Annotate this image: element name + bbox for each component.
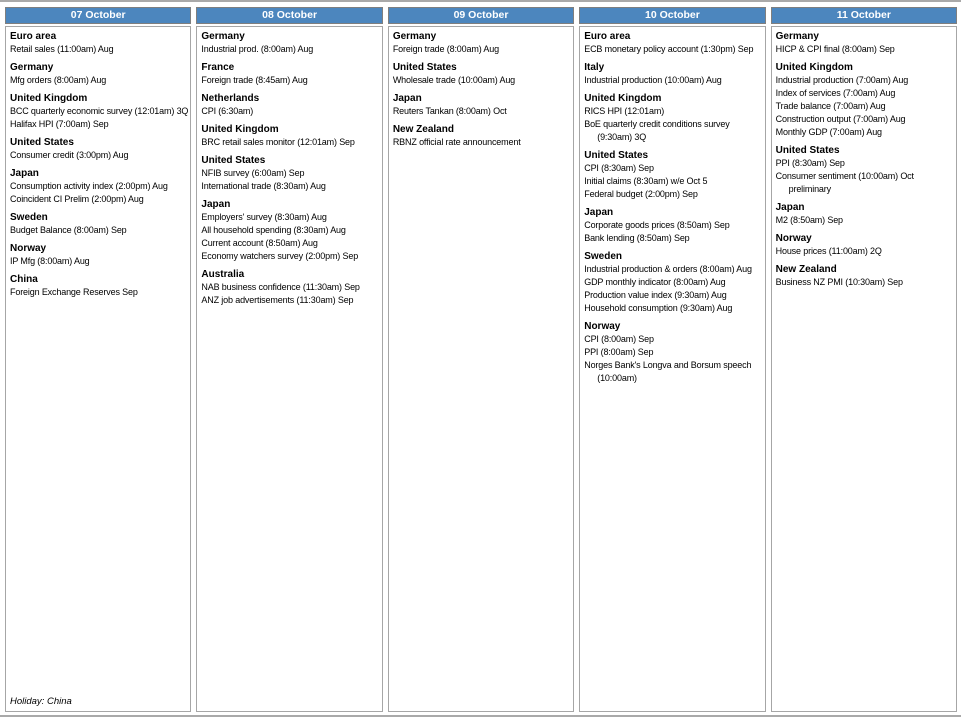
event-line: Retail sales (11:00am) Aug <box>10 44 114 54</box>
event-line: NFIB survey (6:00am) Sep <box>201 168 305 178</box>
country-entry <box>10 167 188 206</box>
event-line: Industrial production (7:00am) Aug <box>775 75 909 85</box>
country-entry <box>10 242 188 268</box>
event-line: Index of services (7:00am) Aug <box>775 88 896 98</box>
event-line: Corporate goods prices (8:50am) Sep <box>584 220 730 230</box>
day-column <box>579 7 765 712</box>
event-line: Coincident CI Prelim (2:00pm) Aug <box>10 194 144 204</box>
country-name: New Zealand <box>775 264 837 275</box>
day-header: 08 October <box>196 7 382 24</box>
country-entry <box>776 30 954 56</box>
event-line: M2 (8:50am) Sep <box>775 215 843 225</box>
country-name: Japan <box>392 93 422 104</box>
event-line: Norges Bank's Longva and Borsum speech (10:00am) <box>584 360 752 383</box>
country-entry <box>10 30 188 56</box>
event-line: Industrial prod. (8:00am) Aug <box>201 44 314 54</box>
day-column <box>771 7 957 712</box>
country-entry <box>776 201 954 227</box>
country-entry <box>584 250 762 315</box>
country-entry <box>584 30 762 56</box>
day-header: 11 October <box>771 7 957 24</box>
country-entry <box>393 92 571 118</box>
country-entry <box>776 144 954 196</box>
country-entry <box>10 136 188 162</box>
event-line: International trade (8:30am) Aug <box>201 181 326 191</box>
event-line: House prices (11:00am) 2Q <box>775 246 882 256</box>
day-column <box>5 7 191 712</box>
country-entry <box>776 263 954 289</box>
event-line: RBNZ official rate announcement <box>392 137 521 147</box>
country-entry <box>584 149 762 201</box>
country-name: United States <box>584 150 649 161</box>
country-name: United Kingdom <box>201 124 279 135</box>
event-line: Foreign trade (8:45am) Aug <box>201 75 308 85</box>
day-header: 10 October <box>579 7 765 24</box>
event-line: Consumption activity index (2:00pm) Aug <box>10 181 168 191</box>
country-name: Italy <box>584 62 605 73</box>
event-line: IP Mfg (8:00am) Aug <box>10 256 90 266</box>
country-name: Japan <box>584 207 614 218</box>
event-line: PPI (8:00am) Sep <box>584 347 654 357</box>
country-name: Germany <box>775 31 819 42</box>
event-line: BRC retail sales monitor (12:01am) Sep <box>201 137 355 147</box>
country-entry <box>201 123 379 149</box>
country-name: Japan <box>775 202 805 213</box>
country-entry <box>584 92 762 144</box>
country-name: China <box>10 274 38 285</box>
event-line: ANZ job advertisements (11:30am) Sep <box>201 295 354 305</box>
holiday-note: Holiday: China <box>10 696 72 707</box>
event-line: Wholesale trade (10:00am) Aug <box>392 75 516 85</box>
country-entry <box>10 92 188 131</box>
country-entry <box>393 30 571 56</box>
event-line: Household consumption (9:30am) Aug <box>584 303 733 313</box>
country-name: United Kingdom <box>775 62 853 73</box>
country-entry <box>10 211 188 237</box>
event-line: Trade balance (7:00am) Aug <box>775 101 886 111</box>
country-name: United States <box>392 62 457 73</box>
event-line: Foreign trade (8:00am) Aug <box>392 44 499 54</box>
country-name: United States <box>775 145 840 156</box>
event-line: Current account (8:50am) Aug <box>201 238 318 248</box>
event-line: Consumer credit (3:00pm) Aug <box>10 150 129 160</box>
country-entry <box>201 30 379 56</box>
country-name: United States <box>10 137 74 148</box>
event-line: ECB monetary policy account (1:30pm) Sep <box>584 44 754 54</box>
country-name: Australia <box>201 269 245 280</box>
country-name: Norway <box>775 233 812 244</box>
day-body <box>196 26 382 712</box>
country-name: Euro area <box>10 31 57 42</box>
country-name: United Kingdom <box>10 93 88 104</box>
country-entry <box>201 154 379 193</box>
day-body <box>771 26 957 712</box>
event-line: Production value index (9:30am) Aug <box>584 290 727 300</box>
country-name: Germany <box>201 31 245 42</box>
event-line: RICS HPI (12:01am) <box>584 106 665 116</box>
event-line: HICP & CPI final (8:00am) Sep <box>775 44 895 54</box>
day-column <box>196 7 382 712</box>
event-line: Monthly GDP (7:00am) Aug <box>775 127 882 137</box>
country-name: Japan <box>10 168 39 179</box>
event-line: Construction output (7:00am) Aug <box>775 114 906 124</box>
event-line: NAB business confidence (11:30am) Sep <box>201 282 360 292</box>
event-line: CPI (8:30am) Sep <box>584 163 654 173</box>
day-header: 07 October <box>5 7 191 24</box>
country-name: Sweden <box>584 251 623 262</box>
day-body <box>579 26 765 712</box>
calendar-grid <box>5 7 957 712</box>
country-entry <box>584 320 762 385</box>
country-name: United Kingdom <box>584 93 662 104</box>
country-name: Japan <box>201 199 231 210</box>
country-entry <box>393 61 571 87</box>
country-entry <box>201 198 379 263</box>
country-name: Sweden <box>10 212 48 223</box>
event-line: Budget Balance (8:00am) Sep <box>10 225 127 235</box>
country-entry <box>10 61 188 87</box>
country-name: Norway <box>584 321 621 332</box>
event-line: Industrial production (10:00am) Aug <box>584 75 722 85</box>
day-body <box>388 26 574 712</box>
event-line: Business NZ PMI (10:30am) Sep <box>775 277 903 287</box>
country-name: Germany <box>10 62 54 73</box>
event-line: Consumer sentiment (10:00am) Oct preliminary <box>775 171 914 194</box>
country-name: New Zealand <box>392 124 454 135</box>
event-line: GDP monthly indicator (8:00am) Aug <box>584 277 726 287</box>
event-line: Mfg orders (8:00am) Aug <box>10 75 107 85</box>
country-name: United States <box>201 155 266 166</box>
country-name: Norway <box>10 243 47 254</box>
event-line: Halifax HPI (7:00am) Sep <box>10 119 109 129</box>
event-line: CPI (6:30am) <box>201 106 254 116</box>
event-line: Economy watchers survey (2:00pm) Sep <box>201 251 359 261</box>
event-line: BoE quarterly credit conditions survey (9:30am) 3Q <box>584 119 730 142</box>
country-entry <box>10 273 188 299</box>
event-line: Employers' survey (8:30am) Aug <box>201 212 327 222</box>
country-entry <box>584 206 762 245</box>
event-line: Federal budget (2:00pm) Sep <box>584 189 698 199</box>
country-entry <box>201 268 379 307</box>
event-line: Industrial production & orders (8:00am) Aug <box>584 264 752 274</box>
event-line: BCC quarterly economic survey (12:01am) 3Q <box>10 106 189 116</box>
country-entry <box>201 92 379 118</box>
top-rule <box>0 0 961 2</box>
day-body <box>5 26 191 712</box>
event-line: PPI (8:30am) Sep <box>775 158 845 168</box>
event-line: All household spending (8:30am) Aug <box>201 225 346 235</box>
country-name: Netherlands <box>201 93 260 104</box>
country-name: Germany <box>392 31 437 42</box>
day-column <box>388 7 574 712</box>
country-entry <box>393 123 571 149</box>
country-entry <box>776 232 954 258</box>
country-entry <box>584 61 762 87</box>
event-line: Initial claims (8:30am) w/e Oct 5 <box>584 176 708 186</box>
country-entry <box>776 61 954 139</box>
event-line: Reuters Tankan (8:00am) Oct <box>392 106 507 116</box>
event-line: Bank lending (8:50am) Sep <box>584 233 690 243</box>
bottom-rule <box>0 715 961 717</box>
country-name: Euro area <box>584 31 631 42</box>
country-name: France <box>201 62 235 73</box>
day-header: 09 October <box>388 7 574 24</box>
event-line: Foreign Exchange Reserves Sep <box>10 287 138 297</box>
country-entry <box>201 61 379 87</box>
event-line: CPI (8:00am) Sep <box>584 334 654 344</box>
